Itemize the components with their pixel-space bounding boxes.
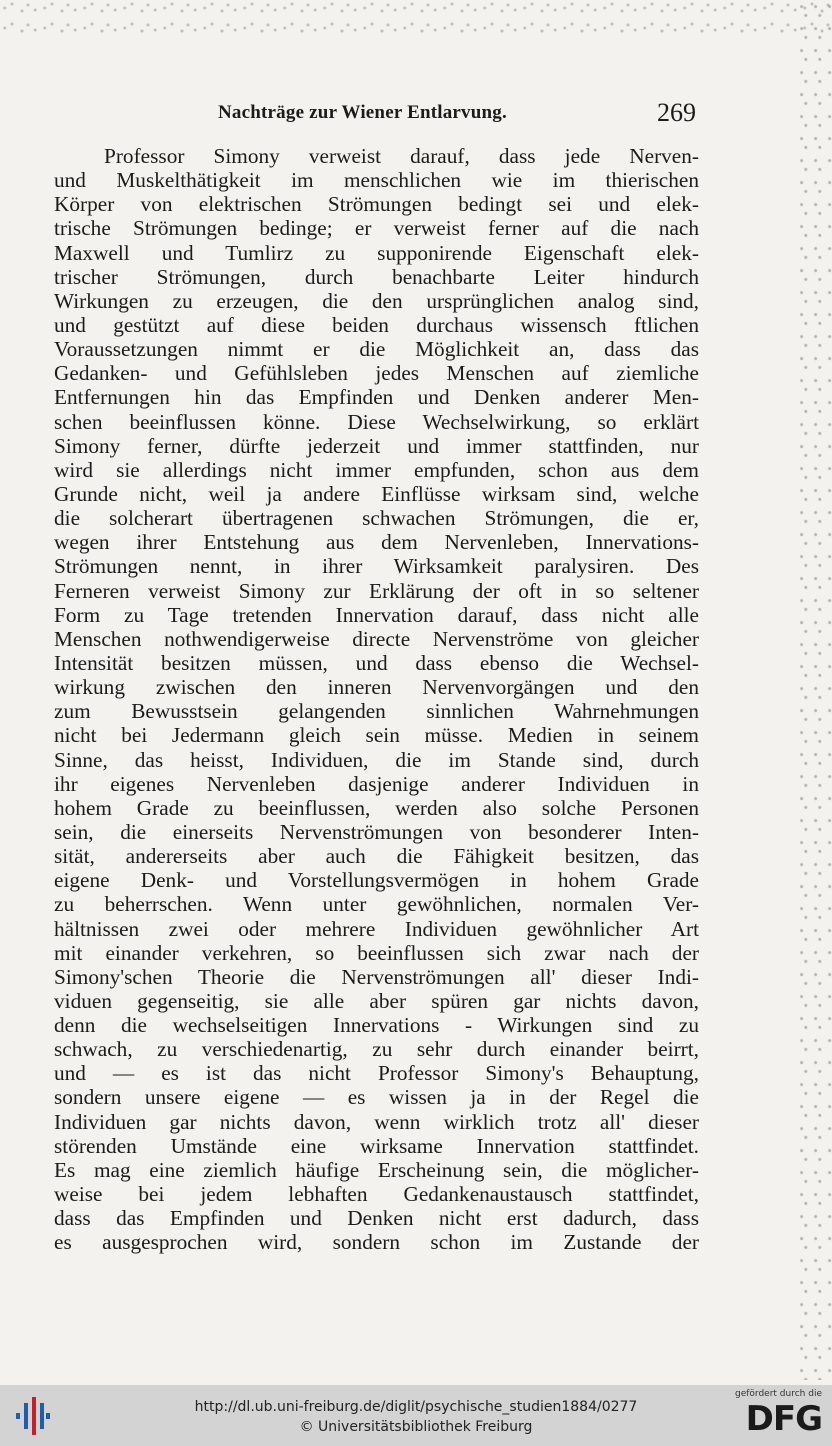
text-line: ihr eigenes Nervenleben dasjenige anderer Individuen in <box>54 771 699 796</box>
text-line: weise bei jedem lebhaften Gedankenaustausch stattfindet, <box>54 1182 699 1207</box>
text-line: nicht bei Jedermann gleich sein müsse. Medien in seinem <box>54 723 699 748</box>
page-number: 269 <box>657 98 696 127</box>
text-line: Voraussetzungen nimmt er die Möglichkeit an, dass das <box>54 337 699 362</box>
text-line: zum Bewusstsein gelangenden sinnlichen Wahrnehmungen <box>54 699 699 724</box>
text-line: denn die wechselseitigen Innervations - Wirkungen sind zu <box>54 1013 699 1038</box>
text-line: Gedanken- und Gefühlsleben jedes Menschen auf ziemliche <box>54 361 699 386</box>
text-line: und Muskelthätigkeit im menschlichen wie im thierischen <box>54 168 699 193</box>
dfg-logo: DFG <box>745 1399 822 1439</box>
text-line: wegen ihrer Entstehung aus dem Nervenleben, Innervations- <box>54 530 699 555</box>
text-line: Individuen gar nichts davon, wenn wirklich trotz all' dieser <box>54 1109 699 1134</box>
text-line: Entfernungen hin das Empfinden und Denken anderer Men- <box>54 385 699 410</box>
text-line: wird sie allerdings nicht immer empfunden, schon aus dem <box>54 457 699 482</box>
text-line: störenden Umstände eine wirksame Innervation stattfindet. <box>54 1133 699 1158</box>
text-line: Simony ferner, dürfte jederzeit und immer stattfinden, nur <box>54 433 699 458</box>
text-line: und gestützt auf diese beiden durchaus wissensch ftlichen <box>54 312 699 337</box>
text-line: schen beeinflussen könne. Diese Wechselwirkung, so erklärt <box>54 409 699 434</box>
text-line: zu beherrschen. Wenn unter gewöhnlichen, normalen Ver- <box>54 892 699 917</box>
running-title: Nachträge zur Wiener Entlarvung. <box>218 102 507 123</box>
text-line: Menschen nothwendigerweise directe Nervenströme von gleicher <box>54 626 699 651</box>
text-line: Form zu Tage tretenden Innervation darauf, dass nicht alle <box>54 602 699 627</box>
scan-edge-noise-top <box>0 0 832 40</box>
text-line: Ferneren verweist Simony zur Erklärung der oft in so seltener <box>54 578 699 603</box>
text-line: viduen gegenseitig, sie alle aber spüren gar nichts davon, <box>54 988 699 1013</box>
text-line: Es mag eine ziemlich häufige Erscheinung sein, die möglicher- <box>54 1157 699 1182</box>
text-line: die solcherart übertragenen schwachen Strömungen, die er, <box>54 506 699 531</box>
viewer-footer <box>0 1385 832 1446</box>
text-line: hohem Grade zu beeinflussen, werden also solche Personen <box>54 795 699 820</box>
text-line: und — es ist das nicht Professor Simony's Behauptung, <box>54 1061 699 1086</box>
text-line: sondern unsere eigene — es wissen ja in der Regel die <box>54 1085 699 1110</box>
sponsor-caption: gefördert durch die <box>735 1389 822 1399</box>
text-line: sein, die einerseits Nervenströmungen von besonderer Inten- <box>54 819 699 844</box>
text-line: Sinne, das heisst, Individuen, die im Stande sind, durch <box>54 747 699 772</box>
text-line: Körper von elektrischen Strömungen bedingt sei und elek- <box>54 192 699 217</box>
text-line: hältnissen zwei oder mehrere Individuen gewöhnlicher Art <box>54 916 699 941</box>
text-line: dass das Empfinden und Denken nicht erst dadurch, dass <box>54 1206 699 1231</box>
text-line: wirkung zwischen den inneren Nervenvorgängen und den <box>54 675 699 700</box>
running-head <box>60 98 700 130</box>
text-line: Maxwell und Tumlirz zu supponirende Eigenschaft elek- <box>54 240 699 265</box>
text-line: mit einander verkehren, so beeinflussen sich zwar nach der <box>54 940 699 965</box>
text-line: es ausgesprochen wird, sondern schon im Zustande der <box>54 1230 699 1255</box>
text-line: trische Strömungen bedinge; er verweist ferner auf die nach <box>54 216 699 241</box>
text-line: Grunde nicht, weil ja andere Einflüsse wirksam sind, welche <box>54 481 699 506</box>
body-text <box>54 144 699 1254</box>
text-line: sität, andererseits aber auch die Fähigkeit besitzen, das <box>54 844 699 869</box>
text-line: schwach, zu verschiedenartig, zu sehr durch einander beirrt, <box>54 1037 699 1062</box>
permalink-url[interactable]: http://dl.ub.uni-freiburg.de/diglit/psychische_studien1884/0277 <box>194 1399 638 1415</box>
text-line: Strömungen nennt, in ihrer Wirksamkeit paralysiren. Des <box>54 554 699 579</box>
text-line: Intensität besitzen müssen, und dass ebenso die Wechsel- <box>54 650 699 675</box>
text-line: Professor Simony verweist darauf, dass jede Nerven- <box>104 144 699 168</box>
text-line: trischer Strömungen, durch benachbarte Leiter hindurch <box>54 264 699 289</box>
scan-edge-noise-right <box>796 0 832 1380</box>
text-line: eigene Denk- und Vorstellungsvermögen in hohem Grade <box>54 868 699 893</box>
text-line: Simony'schen Theorie die Nervenströmungen all' dieser Indi- <box>54 964 699 989</box>
copyright-notice: © Universitätsbibliothek Freiburg <box>299 1419 533 1435</box>
text-line: Wirkungen zu erzeugen, die den ursprünglichen analog sind, <box>54 288 699 313</box>
